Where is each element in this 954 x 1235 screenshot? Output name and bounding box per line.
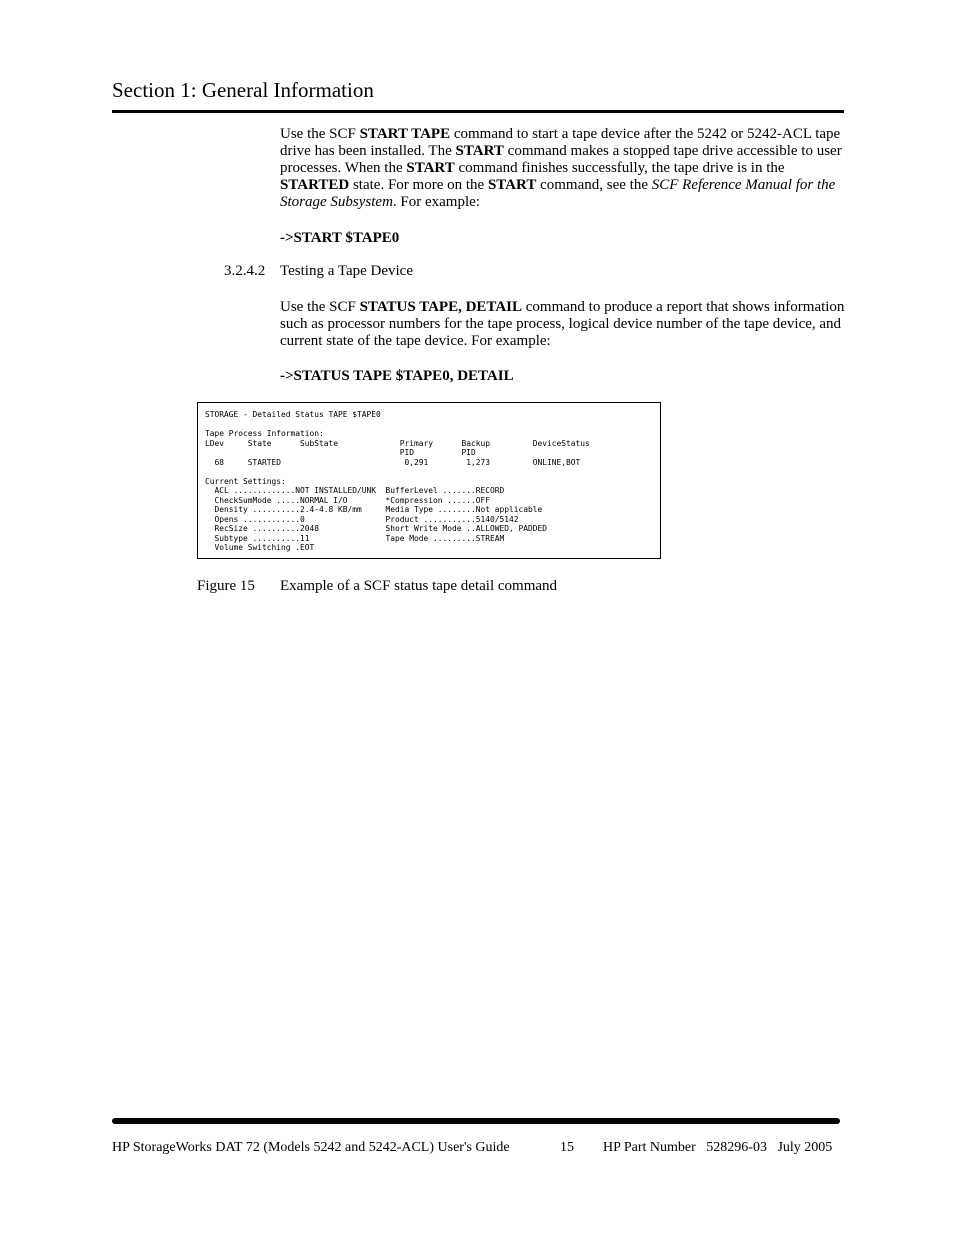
figure-label: Figure 15 xyxy=(197,578,255,594)
figure-caption-text: Example of a SCF status tape detail command xyxy=(280,578,558,594)
figure-caption xyxy=(197,578,557,595)
terminal-output-figure xyxy=(197,402,661,559)
status-command-example: ->STATUS TAPE $TAPE0, DETAIL xyxy=(280,368,514,384)
footer-page-number: 15 xyxy=(560,1140,574,1155)
subsection-number: 3.2.4.2 xyxy=(224,263,266,279)
section-title: Section 1: General Information xyxy=(112,78,374,102)
footer-part-number: HP Part Number 528296-03 July 2005 xyxy=(603,1140,833,1155)
footer-guide-title: HP StorageWorks DAT 72 (Models 5242 and 5242-ACL) User's Guide xyxy=(112,1140,510,1155)
subsection-title: Testing a Tape Device xyxy=(280,263,413,279)
footer-rule xyxy=(112,1118,840,1124)
status-paragraph: Use the SCF STATUS TAPE, DETAIL command to produce a report that shows information such as processor numbers for the tape process, logical device number of the tape device, and current state of the tape device. For example: xyxy=(280,299,845,349)
intro-paragraph: Use the SCF START TAPE command to start a tape device after the 5242 or 5242-ACL tape drive has been installed. The START command makes a stopped tape drive accessible to user processes. When the START command finishes successfully, the tape drive is in the STARTED state. For more on the START command, see the SCF Reference Manual for the Storage Subsystem. For example: xyxy=(280,126,842,210)
subsection-heading xyxy=(224,263,413,280)
header-rule xyxy=(112,110,844,113)
terminal-output-text: STORAGE - Detailed Status TAPE $TAPE0 Tape Process Information: LDev State SubState Primary Backup DeviceStatus PID PID 68 STARTED 0,291 1,273 ONLINE,BOT Current Settings: ACL .............NOT INSTALLED/UNK BufferLevel .......RECORD CheckSumMode .....NORMAL I/O *Compression ......OFF Density ..........2.4-4.8 KB/mm Media Type ........Not applicable Opens ............0 Product ...........5140/5142 RecSize ..........2048 Short Write Mode ..ALLOWED, PADDED Subtype ..........11 Tape Mode .........STREAM Volume Switching .EOT xyxy=(205,410,590,552)
start-command-example: ->START $TAPE0 xyxy=(280,230,400,246)
